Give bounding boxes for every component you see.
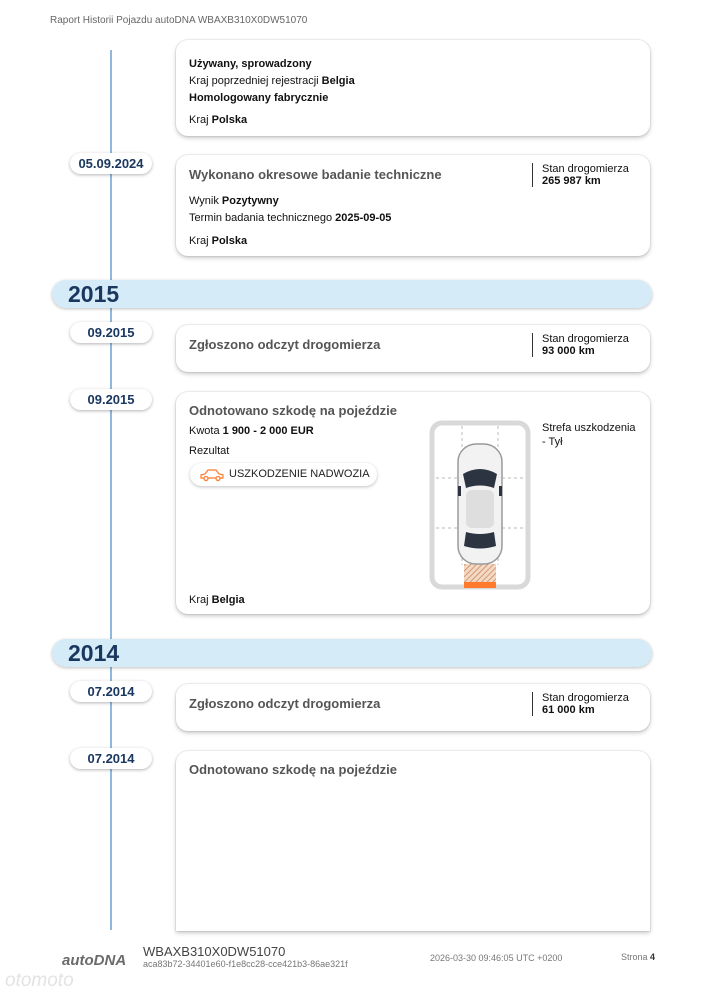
event-title: Wykonano okresowe badanie techniczne [189,167,442,182]
country-text: Kraj Belgia [189,594,245,606]
event-card-damage [176,751,650,931]
country-text: Kraj Polska [189,235,248,247]
event-title: Zgłoszono odczyt drogomierza [189,337,381,352]
footer-hash: aca83b72-34401e60-f1e8cc28-cce421b3-86ae321f [143,959,348,969]
damage-zone-label: Strefa uszkodzenia [542,422,636,434]
event-card-odometer [176,325,650,372]
odometer-reading: Stan drogomierza 93 000 km [532,333,629,357]
result-label: Rezultat [189,445,230,457]
event-title: Odnotowano szkodę na pojeździe [189,403,398,418]
homologation-text: Homologowany fabrycznie [189,92,329,104]
event-date-badge: 05.09.2024 [70,153,152,174]
autodna-logo: autoDNA [62,952,127,969]
event-card-damage [176,392,650,614]
damage-zone-value: - Tył [542,436,563,448]
event-date-badge: 09.2015 [70,389,152,410]
otomoto-watermark: otomoto [5,970,74,991]
footer-vin: WBAXB310X0DW51070 [143,944,286,959]
status-text: Używany, sprowadzony [189,58,312,70]
event-card-odometer [176,684,650,731]
odometer-reading: Stan drogomierza 61 000 km [532,692,629,716]
page-number: Strona 4 [621,952,656,962]
car-damage-icon [199,468,225,482]
event-card-registration [176,40,650,136]
inspection-next-date: Termin badania technicznego 2025-09-05 [189,212,392,224]
damage-amount: Kwota 1 900 - 2 000 EUR [189,425,314,437]
event-date-badge: 07.2014 [70,681,152,702]
event-date-badge: 07.2014 [70,748,152,769]
damage-type-badge: USZKODZENIE NADWOZIA [190,463,377,486]
timeline-line [110,50,112,930]
event-title: Odnotowano szkodę na pojeździe [189,762,398,777]
country-text: Kraj Polska [189,114,248,126]
event-card-inspection [176,155,650,256]
odometer-reading: Stan drogomierza 265 987 km [532,163,629,187]
footer-datetime: 2026-03-30 09:46:05 UTC +0200 [430,953,563,963]
previous-registration-country: Kraj poprzedniej rejestracji Belgia [189,75,355,87]
event-title: Zgłoszono odczyt drogomierza [189,696,381,711]
report-header: Raport Historii Pojazdu autoDNA WBAXB310X0DW51070 [50,15,308,26]
year-header-2014: 2014 [52,639,652,667]
event-date-badge: 09.2015 [70,322,152,343]
year-header-2015: 2015 [52,280,652,308]
damage-zone-diagram [428,420,532,592]
inspection-result: Wynik Pozytywny [189,195,279,207]
